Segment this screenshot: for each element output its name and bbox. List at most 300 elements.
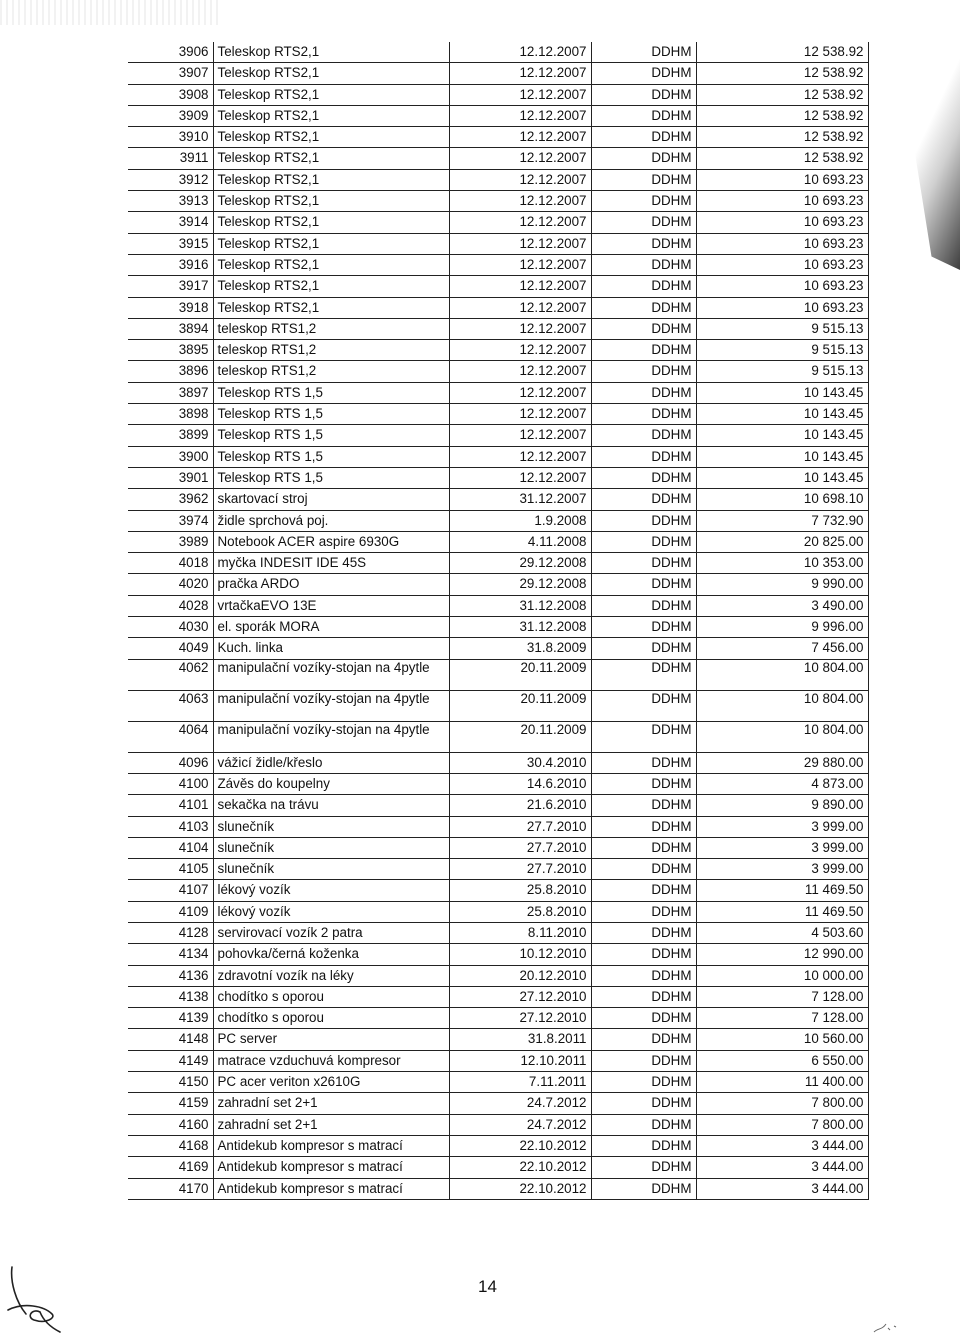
inventory-id-cell: 3895 [128, 340, 213, 361]
item-name-cell: Teleskop RTS 1,5 [213, 467, 449, 488]
value-cell: 12 538.92 [696, 127, 868, 148]
value-cell: 9 515.13 [696, 361, 868, 382]
acquisition-date-cell: 12.12.2007 [449, 276, 591, 297]
value-cell: 3 999.00 [696, 837, 868, 858]
value-cell: 10 143.45 [696, 446, 868, 467]
table-row [128, 233, 868, 254]
asset-type-cell: DDHM [591, 169, 696, 190]
acquisition-date-cell: 27.7.2010 [449, 816, 591, 837]
acquisition-date-cell: 4.11.2008 [449, 531, 591, 552]
item-name-cell: manipulační vozíky-stojan na 4pytle [213, 690, 449, 721]
asset-type-cell: DDHM [591, 1008, 696, 1029]
value-cell: 9 515.13 [696, 318, 868, 339]
value-cell: 20 825.00 [696, 531, 868, 552]
table-row [128, 318, 868, 339]
asset-type-cell: DDHM [591, 595, 696, 616]
value-cell: 10 804.00 [696, 690, 868, 721]
value-cell: 9 890.00 [696, 795, 868, 816]
item-name-cell: servirovací vozík 2 patra [213, 922, 449, 943]
table-row [128, 1157, 868, 1178]
item-name-cell: Antidekub kompresor s matrací [213, 1135, 449, 1156]
acquisition-date-cell: 20.11.2009 [449, 721, 591, 752]
item-name-cell: teleskop RTS1,2 [213, 318, 449, 339]
acquisition-date-cell: 21.6.2010 [449, 795, 591, 816]
inventory-id-cell: 4168 [128, 1135, 213, 1156]
value-cell: 10 693.23 [696, 233, 868, 254]
value-cell: 7 456.00 [696, 638, 868, 659]
value-cell: 10 693.23 [696, 191, 868, 212]
asset-type-cell: DDHM [591, 1114, 696, 1135]
item-name-cell: Teleskop RTS2,1 [213, 42, 449, 63]
asset-type-cell: DDHM [591, 382, 696, 403]
asset-type-cell: DDHM [591, 63, 696, 84]
inventory-id-cell: 3894 [128, 318, 213, 339]
handwritten-signature [4, 1262, 64, 1337]
acquisition-date-cell: 12.12.2007 [449, 148, 591, 169]
inventory-id-cell: 3912 [128, 169, 213, 190]
asset-type-cell: DDHM [591, 467, 696, 488]
acquisition-date-cell: 12.12.2007 [449, 425, 591, 446]
value-cell: 12 990.00 [696, 944, 868, 965]
table-row [128, 986, 868, 1007]
acquisition-date-cell: 8.11.2010 [449, 922, 591, 943]
asset-type-cell: DDHM [591, 531, 696, 552]
table-row [128, 169, 868, 190]
item-name-cell: el. sporák MORA [213, 617, 449, 638]
table-row [128, 212, 868, 233]
acquisition-date-cell: 22.10.2012 [449, 1178, 591, 1199]
asset-type-cell: DDHM [591, 773, 696, 794]
table-row [128, 531, 868, 552]
table-row [128, 752, 868, 773]
value-cell: 10 693.23 [696, 212, 868, 233]
inventory-id-cell: 4101 [128, 795, 213, 816]
inventory-id-cell: 4049 [128, 638, 213, 659]
inventory-id-cell: 3907 [128, 63, 213, 84]
table-row [128, 690, 868, 721]
inventory-id-cell: 4096 [128, 752, 213, 773]
item-name-cell: zahradní set 2+1 [213, 1093, 449, 1114]
inventory-id-cell: 3900 [128, 446, 213, 467]
acquisition-date-cell: 12.12.2007 [449, 84, 591, 105]
value-cell: 3 490.00 [696, 595, 868, 616]
acquisition-date-cell: 24.7.2012 [449, 1114, 591, 1135]
asset-type-cell: DDHM [591, 638, 696, 659]
asset-type-cell: DDHM [591, 922, 696, 943]
asset-type-cell: DDHM [591, 944, 696, 965]
item-name-cell: vážicí židle/křeslo [213, 752, 449, 773]
item-name-cell: lékový vozík [213, 880, 449, 901]
acquisition-date-cell: 20.11.2009 [449, 659, 591, 690]
inventory-id-cell: 4170 [128, 1178, 213, 1199]
inventory-id-cell: 4107 [128, 880, 213, 901]
inventory-id-cell: 3989 [128, 531, 213, 552]
inventory-id-cell: 4028 [128, 595, 213, 616]
acquisition-date-cell: 12.12.2007 [449, 105, 591, 126]
acquisition-date-cell: 12.12.2007 [449, 169, 591, 190]
inventory-id-cell: 4159 [128, 1093, 213, 1114]
item-name-cell: slunečník [213, 837, 449, 858]
acquisition-date-cell: 29.12.2008 [449, 574, 591, 595]
asset-type-cell: DDHM [591, 901, 696, 922]
table-row [128, 105, 868, 126]
acquisition-date-cell: 12.10.2011 [449, 1050, 591, 1071]
acquisition-date-cell: 20.11.2009 [449, 690, 591, 721]
table-row [128, 382, 868, 403]
acquisition-date-cell: 20.12.2010 [449, 965, 591, 986]
asset-type-cell: DDHM [591, 148, 696, 169]
table-row [128, 489, 868, 510]
asset-type-cell: DDHM [591, 859, 696, 880]
item-name-cell: Antidekub kompresor s matrací [213, 1178, 449, 1199]
inventory-id-cell: 4128 [128, 922, 213, 943]
table-row [128, 1114, 868, 1135]
asset-type-cell: DDHM [591, 276, 696, 297]
inventory-id-cell: 3908 [128, 84, 213, 105]
item-name-cell: teleskop RTS1,2 [213, 361, 449, 382]
asset-type-cell: DDHM [591, 690, 696, 721]
inventory-id-cell: 3917 [128, 276, 213, 297]
inventory-id-cell: 4062 [128, 659, 213, 690]
value-cell: 7 128.00 [696, 986, 868, 1007]
item-name-cell: Teleskop RTS2,1 [213, 233, 449, 254]
table-row [128, 446, 868, 467]
item-name-cell: slunečník [213, 859, 449, 880]
asset-type-cell: DDHM [591, 233, 696, 254]
item-name-cell: Antidekub kompresor s matrací [213, 1157, 449, 1178]
value-cell: 10 143.45 [696, 404, 868, 425]
acquisition-date-cell: 12.12.2007 [449, 361, 591, 382]
value-cell: 4 873.00 [696, 773, 868, 794]
asset-type-cell: DDHM [591, 84, 696, 105]
item-name-cell: Teleskop RTS2,1 [213, 191, 449, 212]
acquisition-date-cell: 14.6.2010 [449, 773, 591, 794]
acquisition-date-cell: 12.12.2007 [449, 446, 591, 467]
asset-type-cell: DDHM [591, 659, 696, 690]
table-row [128, 63, 868, 84]
item-name-cell: Teleskop RTS2,1 [213, 63, 449, 84]
table-row [128, 553, 868, 574]
item-name-cell: manipulační vozíky-stojan na 4pytle [213, 659, 449, 690]
value-cell: 10 698.10 [696, 489, 868, 510]
item-name-cell: Teleskop RTS2,1 [213, 254, 449, 275]
table-row [128, 1178, 868, 1199]
table-row [128, 42, 868, 63]
asset-type-cell: DDHM [591, 297, 696, 318]
asset-type-cell: DDHM [591, 361, 696, 382]
item-name-cell: chodítko s oporou [213, 1008, 449, 1029]
page-edge-shadow [865, 0, 960, 270]
acquisition-date-cell: 31.12.2008 [449, 595, 591, 616]
inventory-id-cell: 3910 [128, 127, 213, 148]
value-cell: 10 693.23 [696, 297, 868, 318]
inventory-id-cell: 3901 [128, 467, 213, 488]
acquisition-date-cell: 12.12.2007 [449, 191, 591, 212]
value-cell: 12 538.92 [696, 105, 868, 126]
table-row [128, 816, 868, 837]
asset-type-cell: DDHM [591, 127, 696, 148]
asset-type-cell: DDHM [591, 1135, 696, 1156]
inventory-id-cell: 3909 [128, 105, 213, 126]
value-cell: 10 143.45 [696, 467, 868, 488]
value-cell: 10 693.23 [696, 276, 868, 297]
asset-type-cell: DDHM [591, 425, 696, 446]
inventory-id-cell: 4030 [128, 617, 213, 638]
table-row [128, 965, 868, 986]
asset-type-cell: DDHM [591, 816, 696, 837]
acquisition-date-cell: 12.12.2007 [449, 63, 591, 84]
item-name-cell: pohovka/černá koženka [213, 944, 449, 965]
inventory-id-cell: 4138 [128, 986, 213, 1007]
table-row [128, 467, 868, 488]
asset-type-cell: DDHM [591, 837, 696, 858]
acquisition-date-cell: 27.7.2010 [449, 837, 591, 858]
table-row [128, 340, 868, 361]
table-row [128, 404, 868, 425]
asset-type-cell: DDHM [591, 212, 696, 233]
item-name-cell: Teleskop RTS 1,5 [213, 404, 449, 425]
acquisition-date-cell: 29.12.2008 [449, 553, 591, 574]
table-row [128, 837, 868, 858]
table-row [128, 1093, 868, 1114]
inventory-id-cell: 3913 [128, 191, 213, 212]
table-row [128, 425, 868, 446]
inventory-id-cell: 3911 [128, 148, 213, 169]
inventory-table [128, 42, 869, 1200]
acquisition-date-cell: 25.8.2010 [449, 880, 591, 901]
scan-speck-mark [872, 1318, 912, 1336]
acquisition-date-cell: 30.4.2010 [449, 752, 591, 773]
acquisition-date-cell: 31.8.2011 [449, 1029, 591, 1050]
table-row [128, 1050, 868, 1071]
inventory-id-cell: 3896 [128, 361, 213, 382]
item-name-cell: Teleskop RTS2,1 [213, 148, 449, 169]
value-cell: 3 444.00 [696, 1135, 868, 1156]
acquisition-date-cell: 12.12.2007 [449, 127, 591, 148]
item-name-cell: Teleskop RTS2,1 [213, 169, 449, 190]
asset-type-cell: DDHM [591, 574, 696, 595]
acquisition-date-cell: 27.7.2010 [449, 859, 591, 880]
asset-type-cell: DDHM [591, 1178, 696, 1199]
inventory-id-cell: 4160 [128, 1114, 213, 1135]
value-cell: 10 560.00 [696, 1029, 868, 1050]
value-cell: 10 143.45 [696, 425, 868, 446]
table-row [128, 276, 868, 297]
item-name-cell: PC acer veriton x2610G [213, 1072, 449, 1093]
inventory-id-cell: 3898 [128, 404, 213, 425]
acquisition-date-cell: 12.12.2007 [449, 254, 591, 275]
table-row [128, 922, 868, 943]
acquisition-date-cell: 12.12.2007 [449, 297, 591, 318]
item-name-cell: skartovací stroj [213, 489, 449, 510]
value-cell: 7 800.00 [696, 1093, 868, 1114]
acquisition-date-cell: 24.7.2012 [449, 1093, 591, 1114]
inventory-id-cell: 4148 [128, 1029, 213, 1050]
value-cell: 12 538.92 [696, 84, 868, 105]
acquisition-date-cell: 31.12.2007 [449, 489, 591, 510]
inventory-id-cell: 4139 [128, 1008, 213, 1029]
value-cell: 10 143.45 [696, 382, 868, 403]
inventory-id-cell: 4104 [128, 837, 213, 858]
asset-type-cell: DDHM [591, 553, 696, 574]
table-row [128, 297, 868, 318]
asset-type-cell: DDHM [591, 318, 696, 339]
asset-type-cell: DDHM [591, 1072, 696, 1093]
value-cell: 3 999.00 [696, 859, 868, 880]
table-row [128, 361, 868, 382]
acquisition-date-cell: 12.12.2007 [449, 467, 591, 488]
asset-type-cell: DDHM [591, 340, 696, 361]
acquisition-date-cell: 22.10.2012 [449, 1157, 591, 1178]
inventory-id-cell: 4100 [128, 773, 213, 794]
inventory-id-cell: 4103 [128, 816, 213, 837]
item-name-cell: lékový vozík [213, 901, 449, 922]
asset-type-cell: DDHM [591, 1050, 696, 1071]
item-name-cell: vrtačkaEVO 13E [213, 595, 449, 616]
asset-type-cell: DDHM [591, 489, 696, 510]
item-name-cell: manipulační vozíky-stojan na 4pytle [213, 721, 449, 752]
asset-type-cell: DDHM [591, 1029, 696, 1050]
value-cell: 10 693.23 [696, 254, 868, 275]
asset-type-cell: DDHM [591, 986, 696, 1007]
table-row [128, 254, 868, 275]
inventory-id-cell: 3918 [128, 297, 213, 318]
table-row [128, 1072, 868, 1093]
value-cell: 4 503.60 [696, 922, 868, 943]
item-name-cell: slunečník [213, 816, 449, 837]
value-cell: 3 444.00 [696, 1178, 868, 1199]
item-name-cell: Kuch. linka [213, 638, 449, 659]
item-name-cell: sekačka na trávu [213, 795, 449, 816]
acquisition-date-cell: 1.9.2008 [449, 510, 591, 531]
scan-noise-top [0, 0, 220, 25]
acquisition-date-cell: 27.12.2010 [449, 1008, 591, 1029]
value-cell: 10 000.00 [696, 965, 868, 986]
asset-type-cell: DDHM [591, 795, 696, 816]
table-row [128, 901, 868, 922]
asset-type-cell: DDHM [591, 42, 696, 63]
table-row [128, 1008, 868, 1029]
item-name-cell: Teleskop RTS 1,5 [213, 446, 449, 467]
table-row [128, 510, 868, 531]
item-name-cell: Teleskop RTS2,1 [213, 105, 449, 126]
table-row [128, 574, 868, 595]
item-name-cell: Teleskop RTS2,1 [213, 297, 449, 318]
item-name-cell: zahradní set 2+1 [213, 1114, 449, 1135]
item-name-cell: Teleskop RTS2,1 [213, 212, 449, 233]
acquisition-date-cell: 12.12.2007 [449, 42, 591, 63]
value-cell: 9 990.00 [696, 574, 868, 595]
asset-type-cell: DDHM [591, 1157, 696, 1178]
acquisition-date-cell: 12.12.2007 [449, 233, 591, 254]
item-name-cell: Notebook ACER aspire 6930G [213, 531, 449, 552]
table-row [128, 148, 868, 169]
item-name-cell: PC server [213, 1029, 449, 1050]
inventory-id-cell: 4136 [128, 965, 213, 986]
inventory-id-cell: 3897 [128, 382, 213, 403]
inventory-id-cell: 4020 [128, 574, 213, 595]
inventory-id-cell: 4149 [128, 1050, 213, 1071]
inventory-table-body [128, 42, 868, 1199]
inventory-id-cell: 4018 [128, 553, 213, 574]
table-row [128, 880, 868, 901]
inventory-id-cell: 4063 [128, 690, 213, 721]
inventory-id-cell: 3914 [128, 212, 213, 233]
item-name-cell: Teleskop RTS2,1 [213, 84, 449, 105]
value-cell: 10 693.23 [696, 169, 868, 190]
item-name-cell: zdravotní vozík na léky [213, 965, 449, 986]
table-row [128, 659, 868, 690]
asset-type-cell: DDHM [591, 1093, 696, 1114]
item-name-cell: matrace vzduchuvá kompresor [213, 1050, 449, 1071]
asset-type-cell: DDHM [591, 510, 696, 531]
value-cell: 9 515.13 [696, 340, 868, 361]
inventory-id-cell: 4150 [128, 1072, 213, 1093]
acquisition-date-cell: 12.12.2007 [449, 404, 591, 425]
inventory-id-cell: 3962 [128, 489, 213, 510]
page-number: 14 [478, 1277, 497, 1296]
value-cell: 3 999.00 [696, 816, 868, 837]
item-name-cell: židle sprchová poj. [213, 510, 449, 531]
item-name-cell: Teleskop RTS 1,5 [213, 382, 449, 403]
acquisition-date-cell: 12.12.2007 [449, 318, 591, 339]
acquisition-date-cell: 12.12.2007 [449, 340, 591, 361]
value-cell: 9 996.00 [696, 617, 868, 638]
value-cell: 12 538.92 [696, 63, 868, 84]
table-row [128, 795, 868, 816]
item-name-cell: teleskop RTS1,2 [213, 340, 449, 361]
value-cell: 11 400.00 [696, 1072, 868, 1093]
item-name-cell: chodítko s oporou [213, 986, 449, 1007]
table-row [128, 617, 868, 638]
acquisition-date-cell: 12.12.2007 [449, 382, 591, 403]
table-row [128, 84, 868, 105]
value-cell: 29 880.00 [696, 752, 868, 773]
value-cell: 10 804.00 [696, 659, 868, 690]
value-cell: 12 538.92 [696, 42, 868, 63]
acquisition-date-cell: 31.8.2009 [449, 638, 591, 659]
item-name-cell: Teleskop RTS2,1 [213, 127, 449, 148]
value-cell: 6 550.00 [696, 1050, 868, 1071]
asset-type-cell: DDHM [591, 617, 696, 638]
inventory-id-cell: 3974 [128, 510, 213, 531]
table-row [128, 127, 868, 148]
value-cell: 7 128.00 [696, 1008, 868, 1029]
table-row [128, 944, 868, 965]
acquisition-date-cell: 25.8.2010 [449, 901, 591, 922]
value-cell: 11 469.50 [696, 901, 868, 922]
value-cell: 10 353.00 [696, 553, 868, 574]
table-row [128, 191, 868, 212]
inventory-id-cell: 3906 [128, 42, 213, 63]
value-cell: 3 444.00 [696, 1157, 868, 1178]
item-name-cell: pračka ARDO [213, 574, 449, 595]
inventory-id-cell: 4105 [128, 859, 213, 880]
item-name-cell: Teleskop RTS 1,5 [213, 425, 449, 446]
acquisition-date-cell: 31.12.2008 [449, 617, 591, 638]
value-cell: 7 800.00 [696, 1114, 868, 1135]
value-cell: 12 538.92 [696, 148, 868, 169]
inventory-id-cell: 3916 [128, 254, 213, 275]
item-name-cell: Závěs do koupelny [213, 773, 449, 794]
inventory-id-cell: 4134 [128, 944, 213, 965]
asset-type-cell: DDHM [591, 191, 696, 212]
acquisition-date-cell: 12.12.2007 [449, 212, 591, 233]
asset-type-cell: DDHM [591, 404, 696, 425]
table-row [128, 1029, 868, 1050]
inventory-id-cell: 4064 [128, 721, 213, 752]
asset-type-cell: DDHM [591, 721, 696, 752]
